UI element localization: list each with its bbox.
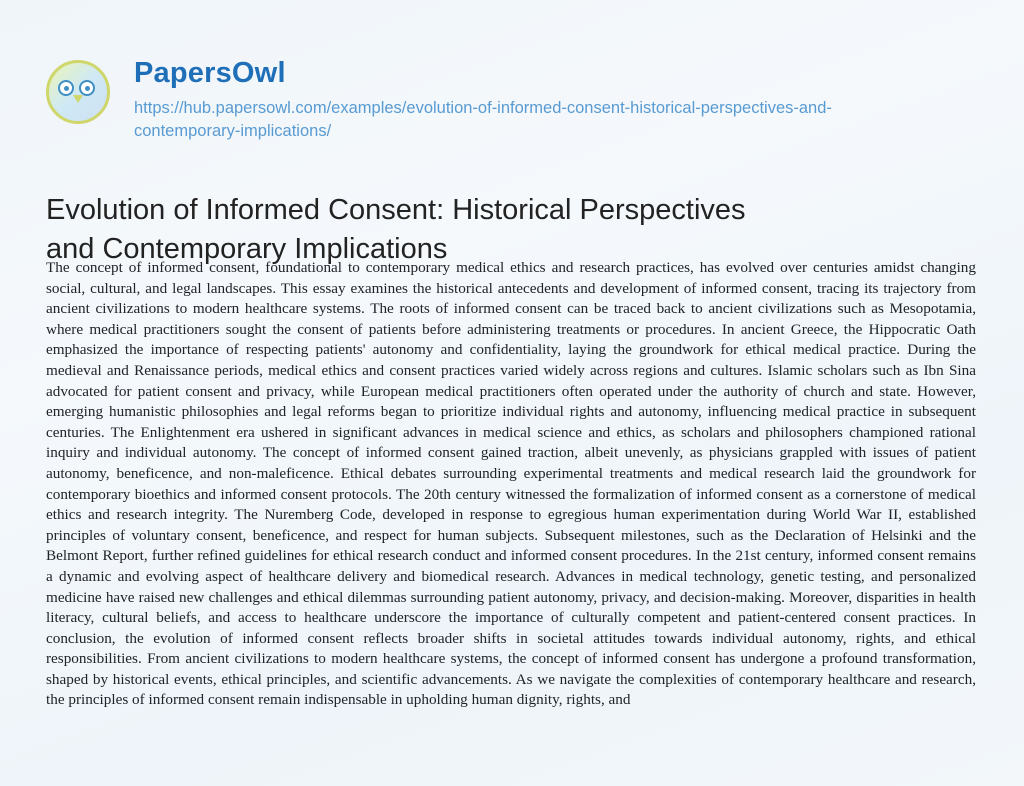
owl-logo-icon (46, 60, 112, 126)
brand-name: PapersOwl (134, 57, 286, 89)
owl-beak-icon (73, 95, 83, 103)
document-body-text: The concept of informed consent, foundational to contemporary medical ethics and research practices, has evolved over centuries amidst changing social, cultural, and legal landscapes. This essay examines the historical antecedents and development of informed consent, tracing its trajectory from ancient civilizations to modern healthcare systems. The roots of informed consent can be traced back to ancient civilizations such as Mesopotamia, where medical practitioners sought the consent of patients before administering treatments or procedures. In ancient Greece, the Hippocratic Oath emphasized the importance of respecting patients' autonomy and confidentiality, laying the groundwork for ethical medical practice. During the medieval and Renaissance periods, medical ethics and consent practices varied widely across regions and cultures. Islamic scholars such as Ibn Sina advocated for patient consent and privacy, while European medical practitioners often operated under the authority of church and state. However, emerging humanistic philosophies and legal reforms began to prioritize individual rights and autonomy, influencing medical practice in subsequent centuries. The Enlightenment era ushered in significant advances in medical science and ethics, as scholars and philosophers championed rational inquiry and individual autonomy. The concept of informed consent gained traction, albeit unevenly, as physicians grappled with issues of patient autonomy, beneficence, and non-maleficence. Ethical debates surrounding experimental treatments and medical research laid the groundwork for contemporary bioethics and informed consent protocols. The 20th century witnessed the formalization of informed consent as a cornerstone of medical ethics and research integrity. The Nuremberg Code, developed in response to egregious human experimentation during World War II, established principles of voluntary consent, beneficence, and respect for human subjects. Subsequent milestones, such as the Declaration of Helsinki and the Belmont Report, further refined guidelines for ethical research conduct and informed consent procedures. In the 21st century, informed consent remains a dynamic and evolving aspect of healthcare delivery and biomedical research. Advances in medical technology, genetic testing, and personalized medicine have raised new challenges and ethical dilemmas surrounding patient autonomy, privacy, and decision-making. Moreover, disparities in health literacy, cultural beliefs, and access to healthcare underscore the importance of culturally competent and patient-centered consent practices. In conclusion, the evolution of informed consent reflects broader shifts in societal attitudes towards individual autonomy, rights, and ethical responsibilities. From ancient civilizations to modern healthcare systems, the concept of informed consent has undergone a profound transformation, shaped by historical events, ethical principles, and scientific advancements. As we navigate the complexities of contemporary healthcare and research, the principles of informed consent remain indispensable in upholding human dignity, rights, and (46, 259, 976, 709)
owl-pupil-left (64, 86, 69, 91)
owl-eye-left-icon (58, 80, 74, 96)
source-url[interactable]: https://hub.papersowl.com/examples/evolution-of-informed-consent-historical-perspectives-and-contemporary-implications/ (134, 99, 832, 140)
site-header (46, 56, 978, 166)
owl-face (57, 75, 99, 109)
brand-block (134, 56, 934, 143)
owl-pupil-right (85, 86, 90, 91)
page-title: Evolution of Informed Consent: Historical Perspectives and Contemporary Implications (46, 194, 746, 266)
owl-eye-right-icon (79, 80, 95, 96)
